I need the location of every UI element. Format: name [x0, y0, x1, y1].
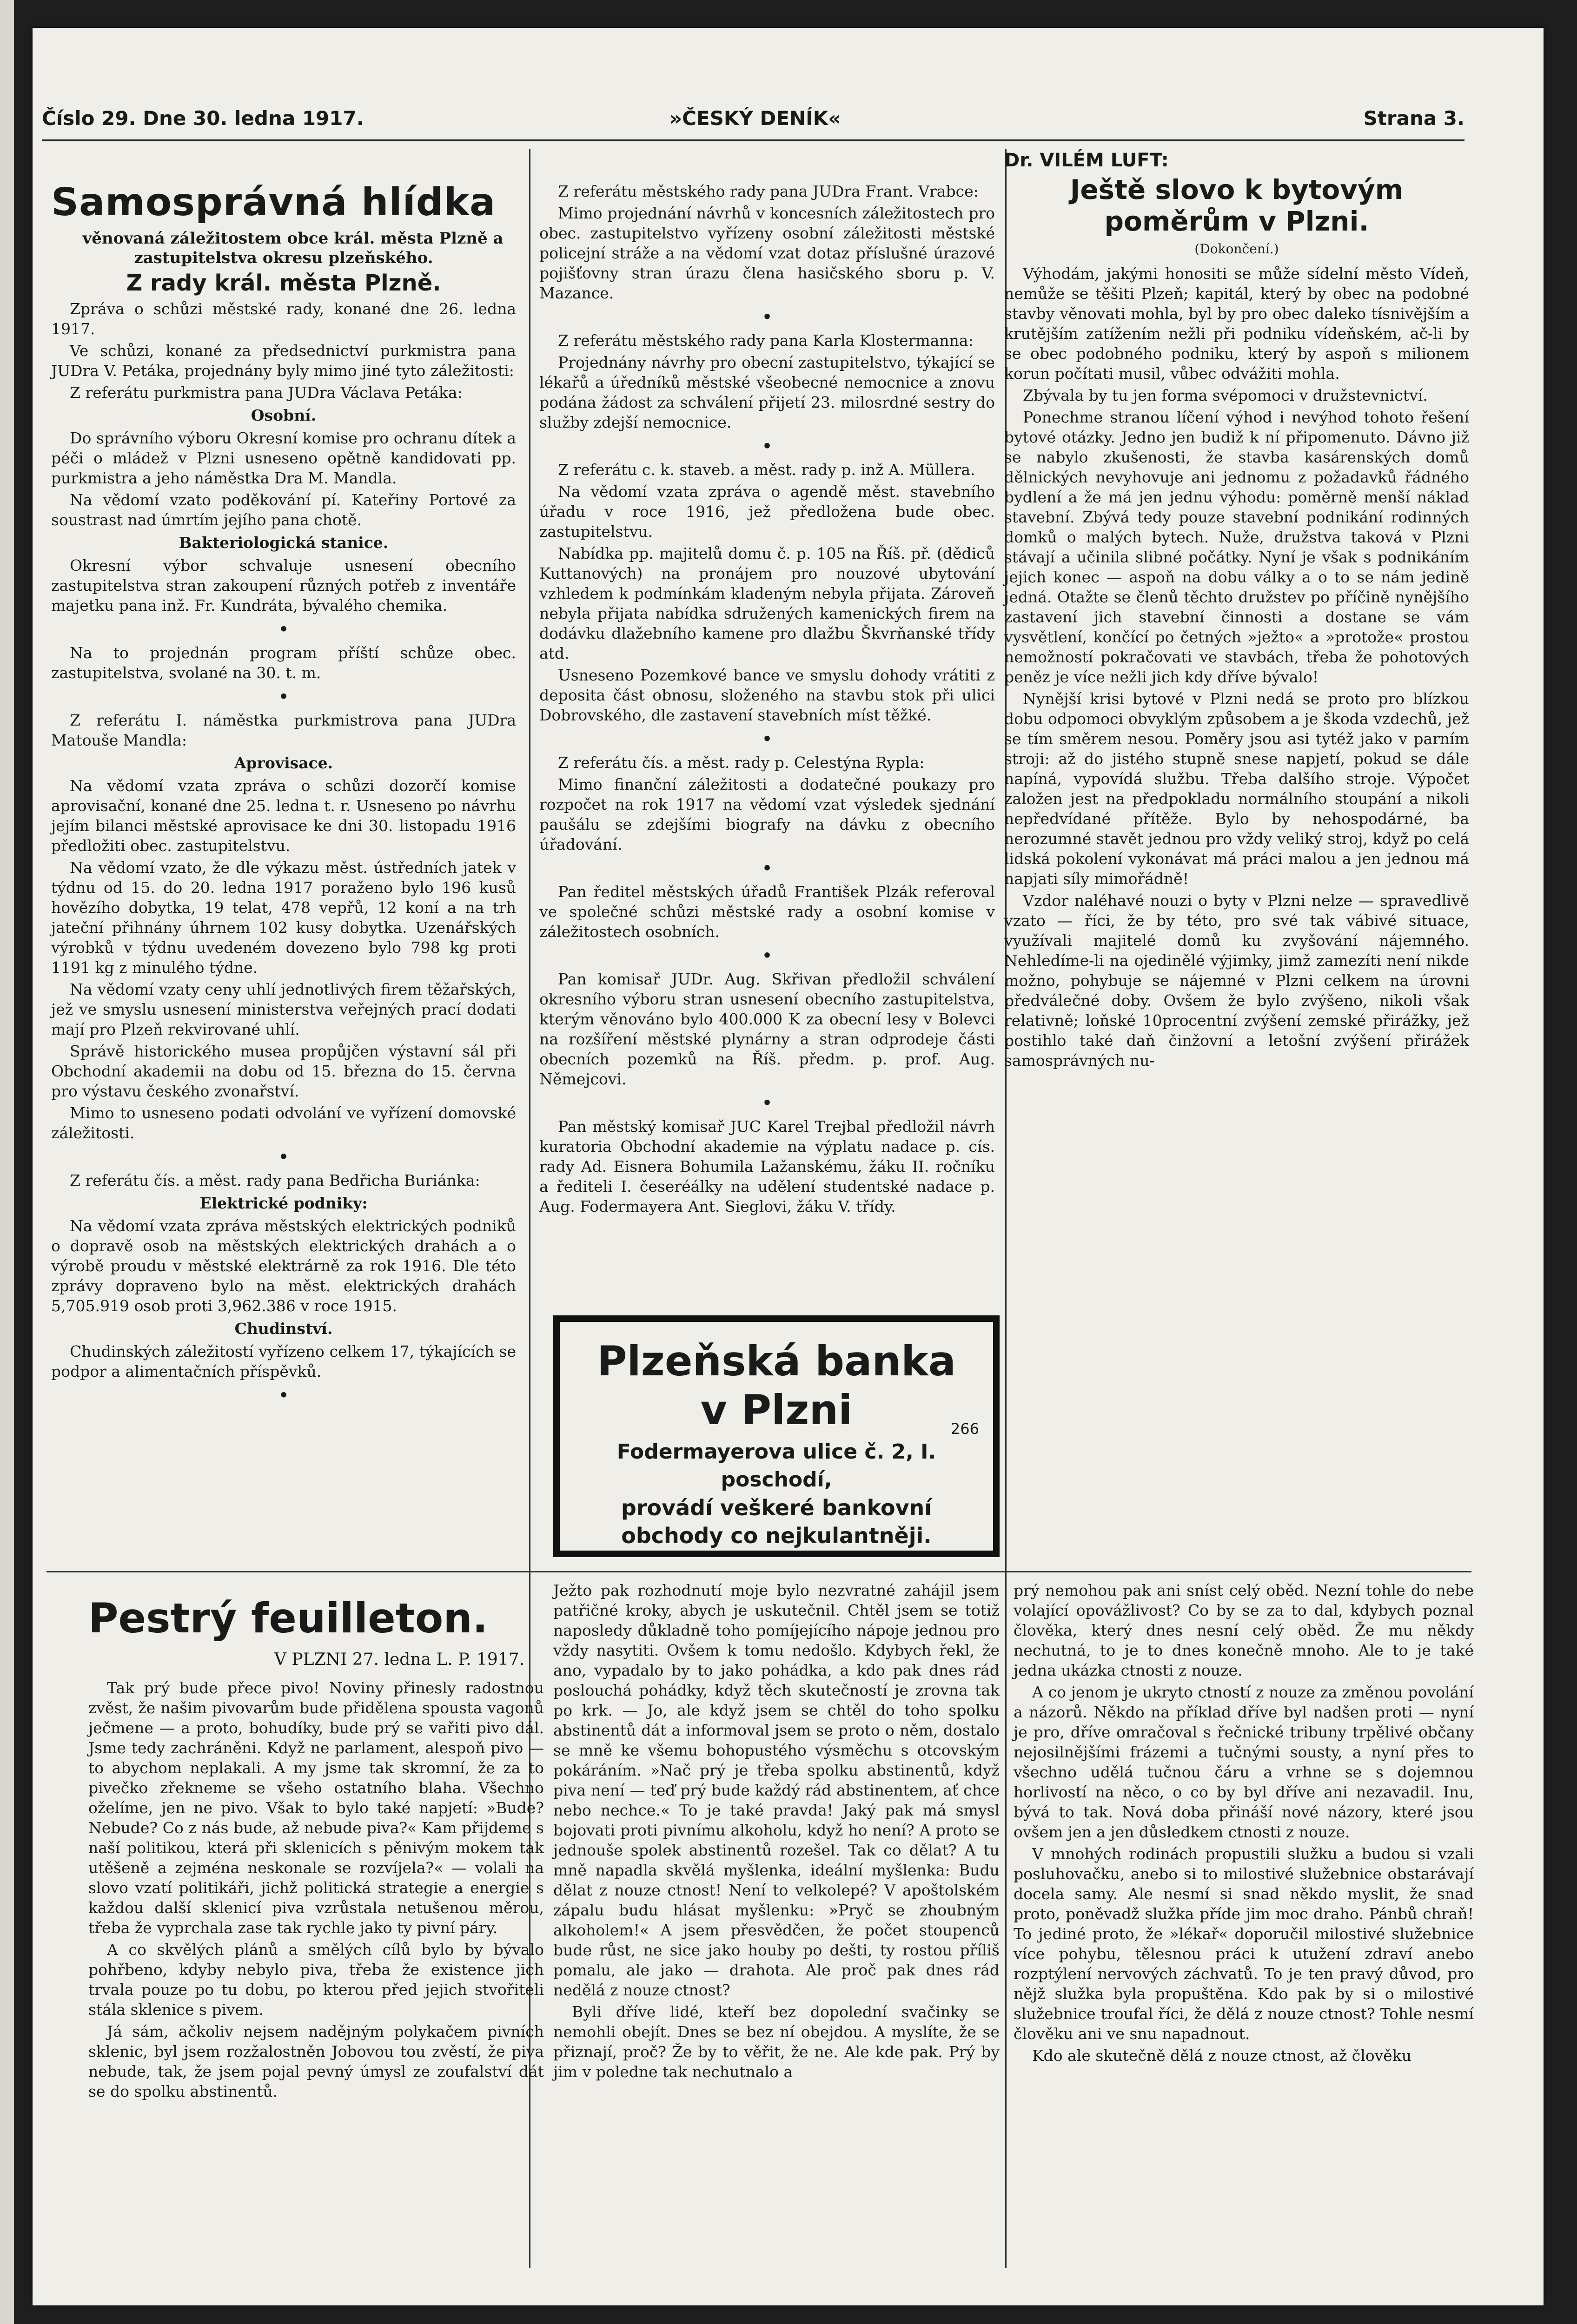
newspaper-page — [33, 28, 1544, 2305]
paragraph: Mimo to usneseno podati odvolání ve vyřízení domovské záležitosti. — [51, 1104, 516, 1142]
section-divider-mid — [530, 1571, 1005, 1572]
ad-number: 266 — [950, 1420, 979, 1438]
article-author: Dr. VILÉM LUFT: — [1004, 150, 1169, 171]
column-referaty — [539, 181, 995, 1218]
separator-mark: • — [762, 730, 772, 748]
feuilleton-column-3 — [1014, 1580, 1474, 2067]
subheading: Bakteriologická stanice. — [179, 534, 389, 552]
paragraph: Vzdor naléhavé nouzi o byty v Plzni nelze — spravedlivě vzato — říci, že by této, pro své tak vábivé situace, využívali majitelé domů ku zvyšování nájemného. Nehledíme-li na ojedinělé výjimky, jimž zamezíti není nikde možno, pohybuje se nájemné v Plzni celkem na úrovni předválečné doby. Ovšem že bylo zvýšeno, nikoli však relativně; loňské 10procentní zvýšení zemské přirážky, jež postihlo také daň činžovní a letošní zvýšení přirážek samosprávných nu- — [1004, 891, 1469, 1070]
paragraph: Z referátu čís. a měst. rady p. Celestýna Rypla: — [558, 753, 925, 772]
paragraph: Nynější krisi bytové v Plzni nedá se proto pro blízkou dobu odpomoci obvyklým způsobem a je škoda vzdechů, jež se tím směrem nesou. Poměry jsou asi tytéž jako v parním stroji: až do jistého stupně snese napjetí, pokud se dále napíná, vypovídá službu. Třeba dalšího stroje. Výpočet založen jest na předpokladu normálního stoupání a nikoli nepředvídané přítěže. Bylo by nehospodárné, ba nerozumné stavět jednou pro vždy veliký stroj, když po celá lidská pokolení vykonávat má práci malou a jen jednou má napjati síly mimořádně! — [1004, 690, 1469, 888]
paragraph: V mnohých rodinách propustili služku a budou si vzali posluhovačku, anebo si to milostivé služebnice obstarávají docela samy. Ale nesmí si snad někdo myslit, že snad proto, poněvadž služka příde jim moc draho. Pánbů chraň! To jediné proto, že »lékař« doporučil milostivé služebnice více pohybu, tělesnou práci k utužení zdraví anebo rozptýlení nervových záchvatů. To je ten pravý důvod, pro nějž služka byla propuštěna. Kdo pak by si o milostivé služebnice troufal říci, že dělá z nouze ctnost? Tohle nesmí člověku ani ve snu napadnout. — [1014, 1845, 1474, 2043]
paragraph: Mimo projednání návrhů v koncesních záležitostech pro obec. zastupitelstvo vyřízeny osobní záležitosti městské policejní stráže a na vědomí vzat dotaz příslušné úrazové pojišťovny stran úrazu člena hasičského sboru p. V. Mazance. — [539, 204, 995, 302]
subheading: Chudinství. — [234, 1320, 333, 1338]
feuilleton-title: Pestrý feuilleton. — [88, 1594, 488, 1642]
paragraph: Výhodám, jakými honositi se může sídelní město Vídeň, nemůže se těšiti Plzeň; kapitál, který by obec na podobné stavby věnovati mohla, byl by pro obec daleko tísnivějším a krutějším zatížením nežli při podniku vídeňském, ač-li by se obec podobného podniku, který by aspoň s milionem korun počítati musil, vůbec odvážiti mohla. — [1004, 264, 1469, 383]
ad-city-text: v Plzni — [700, 1386, 853, 1434]
separator-mark: • — [762, 1094, 772, 1112]
paragraph: Z referátu čís. a měst. rady pana Bedřicha Buriánka: — [70, 1171, 480, 1189]
paragraph: Pan městský komisař JUC Karel Trejbal předložil návrh kuratoria Obchodní akademie na výplatu nadace p. cís. rady Ad. Eisnera Bohumila Lažanskému, žáku II. ročníku a řediteli I. česeréálky na udělení studentské nadace p. Aug. Fodermayera Ant. Sieglovi, žáku V. třídy. — [539, 1117, 995, 1215]
paragraph: Byli dříve lidé, kteří bez dopolední svačinky se nemohli obejít. Dnes se bez ní obejdou. A myslíte, že se přiznají, proč? Že by to věřit, že ne. Ale kde pak. Prý by jim v poledne tak nechutnalo a — [553, 2003, 1000, 2081]
paragraph: Projednány návrhy pro obecní zastupitelstvo, týkající se lékařů a úředníků městské všeobecné nemocnice a znovu podána žádost za schválení přijetí 23. milosrdné sestry do služby zdejší nemocnice. — [539, 353, 995, 431]
paragraph: Na vědomí vzaty ceny uhlí jednotlivých firem těžařských, jež ve smyslu usnesení ministerstva veřejných prací dodati mají pro Plzeň rekvirované uhlí. — [51, 980, 516, 1038]
separator-mark: • — [762, 437, 772, 455]
newspaper-name: »ČESKÝ DENÍK« — [669, 107, 841, 130]
paragraph: Do správního výboru Okresní komise pro ochranu dítek a péči o mládež v Plzni usneseno opětně kandidovati pp. purkmistra a jeho náměstka Dra M. Mandla. — [51, 429, 516, 487]
paragraph: Na vědomí vzato, že dle výkazu měst. ústředních jatek v týdnu od 15. do 20. ledna 1917 poraženo bylo 196 kusů hovězího dobytka, 19 telat, 478 vepřů, 12 koní a na trh jateční přihnány úhrnem 102 kusy dobytka. Uzenářských výrobků v týdnu uvedeném dovezeno bylo 798 kg proti 1191 kg z minulého týdne. — [51, 858, 516, 977]
paragraph: Zbývala by tu jen forma svépomoci v družstevnictví. — [1023, 386, 1428, 404]
ad-slogan-2: obchody co nejkulantněji. — [621, 1523, 932, 1548]
separator-mark: • — [278, 1148, 289, 1166]
paragraph: Okresní výbor schvaluje usnesení obecního zastupitelstva stran zakoupení různých potřeb z inventáře majetku pana inž. Fr. Kundráta, bývalého chemika. — [51, 556, 516, 614]
paragraph: Ve schůzi, konané za předsednictví purkmistra pana JUDra V. Petáka, projednány byly mimo jiné tyto záležitosti: — [51, 342, 516, 380]
paragraph: Nabídka pp. majitelů domu č. p. 105 na Říš. př. (dědiců Kuttanových) na pronájem pro nouzové ubytování vzhledem k podmínkám kladeným nebyla přijata. Zároveň nebyla přijata nabídka sdružených kamenických firem na dodávku dlažebního kamene pro dlažbu Škvrňanské třídy atd. — [539, 544, 995, 662]
paragraph: Z referátu městského rady pana Karla Klostermanna: — [558, 331, 974, 350]
feuilleton-dateline: V PLZNI 27. ledna L. P. 1917. — [274, 1650, 525, 1669]
paragraph: Na vědomí vzata zpráva o schůzi dozorčí komise aprovisační, konané dne 25. ledna t. r. Usneseno po návrhu jejím bilanci městské aprovisace ke dni 30. listopadu 1916 předložiti obec. zastupitelstvu. — [51, 777, 516, 855]
section-divider-right — [1007, 1571, 1471, 1572]
paragraph: Ježto pak rozhodnutí moje bylo nezvratné zahájil jsem patřičné kroky, abych je uskutečnil. Chtěl jsem se totiž naposledy důkladně toho pomíjejícího nápoje jednou pro vždy nasytiti. Ovšem k tomu nedošlo. Kdybych řekl, že ano, vypadalo by to jako pohádka, a kdo pak dnes rád poslouchá pohádky, když těch skutečností je zrovna tak po krk. — Jo, ale když jsem se chtěl do toho spolku abstinentů dát a informoval jsem se proto o něm, dostalo se mně ke všemu bohopustého výsměchu s otcovským pokáráním. »Nač prý je třeba spolku abstinentů, když piva není — teď prý bude každý rád abstinentem, ať chce nebo nechce.« To je také pravda! Jaký pak má smysl bojovati proti pivnímu alkoholu, když ho není? A proto se jednouše spolek abstinentů rozešel. Tak co dělat? A tu mně napadla skvělá myšlenka, ideální myšlenka: Budu dělat z nouze ctnost! Není to velkolepé? V apoštolském zápalu budu hlásat myšlenku: »Pryč se zhoubným alkoholem!« A jsem přesvědčen, že počet stoupenců bude růst, ne sice jako houby po dešti, ty rostou příliš pomalu, ale jako — drahota. Ale proč pak dnes rád nedělá z nouze ctnost? — [553, 1581, 1000, 1999]
paragraph: Správě historického musea propůjčen výstavní sál při Obchodní akademii na dobu od 15. března do 15. června pro výstavu českého zvonařství. — [51, 1042, 516, 1100]
subheading: Osobní. — [251, 406, 317, 424]
scan-edge — [0, 0, 14, 2324]
column-samospravna — [51, 181, 516, 1409]
bank-advertisement — [553, 1315, 1000, 1557]
separator-mark: • — [762, 859, 772, 877]
paragraph: Pan komisař JUDr. Aug. Skřivan předložil schválení okresního výboru stran usnesení obecního zastupitelstva, kterým věnováno bylo 400.000 K za obecní lesy v Bolevci na rozšíření městské plynárny a stran odprodeje části obecních pozemků na Říš. předm. p. prof. Aug. Němejcovi. — [539, 970, 995, 1088]
feuilleton-column-1 — [88, 1678, 544, 2103]
section-title: Samosprávná hlídka — [51, 180, 496, 224]
paragraph: Tak prý bude přece pivo! Noviny přinesly radostnou zvěst, že našim pivovarům bude přidělena spousta vagonů ječmene — a proto, bohudíky, bude prý se vařiti pivo dál. Jsme tedy zachráněni. Když ne parlament, alespoň pivo — to abychom neplakali. A my jsme tak skromní, že za to pivečko zřekneme se všeho ostatního blaha. Všechno oželíme, jen ne pivo. Však to bylo také napjetí: »Bude? Nebude? Co z nás bude, až nebude piva?« Kam přijdeme s naší politikou, která při sklenicích s pěnivým mokem tak utěšeně a zejména neskonale se rozvíjela?« — volali na slovo vzatí politikáři, jichž politická strategie a energie s každou další sklenicí piva vzrůstala netušenou měrou, třeba že vyprchala zase tak rychle jako ty pivní páry. — [88, 1679, 544, 1937]
paragraph: Na vědomí vzata zpráva městských elektrických podniků o dopravě osob na městských elektrických drahách a o výrobě proudu v městské elektrárně za rok 1916. Dle této zprávy dopraveno bylo na měst. elektrických drahách 5,705.919 osob proti 3,962.386 v roce 1915. — [51, 1217, 516, 1315]
ad-city — [560, 1386, 993, 1438]
ad-address: Fodermayerova ulice č. 2, I. poschodí, — [616, 1440, 936, 1492]
section-divider-left — [46, 1571, 530, 1572]
separator-mark: • — [278, 620, 289, 638]
separator-mark: • — [762, 308, 772, 326]
paragraph: Na vědomí vzato poděkování pí. Kateřiny Portové za soustrast nad úmrtím jejího pana chotě. — [51, 491, 516, 529]
paragraph: Z referátu městského rady pana JUDra Frant. Vrabce: — [558, 182, 979, 200]
continuation-note: (Dokončení.) — [1194, 241, 1279, 257]
paragraph: Pan ředitel městských úřadů František Plzák referoval ve společné schůzi městské rady a osobní komise v záležitostech osobních. — [539, 883, 995, 941]
paragraph: Chudinských záležitostí vyřízeno celkem 17, týkajících se podpor a alimentačních příspěvků. — [51, 1342, 516, 1380]
paragraph: Z referátu c. k. staveb. a měst. rady p. inž A. Müllera. — [558, 461, 975, 479]
paragraph: Mimo finanční záležitosti a dodatečné poukazy pro rozpočet na rok 1917 na vědomí vzat výsledek sjednání paušálu se zdejšími biografy na dávku z obecního úřadování. — [539, 775, 995, 853]
paragraph: A co jenom je ukryto ctností z nouze za změnou povolání a názorů. Někdo na příklad dříve byl nadšen proti — nyní je pro, dříve omračoval s řečnické tribuny trpělivé občany nejosilnějšími frázemi a tučnými sousty, a nyní přes to všechno udělá tučnou čáru a vrhne se s dojemnou horlivostí na něco, o co by byl dříve ani nezavadil. Inu, bývá to tak. Nová doba přináší nové názory, které jsou ovšem jen a jen důsledkem ctnosti z nouze. — [1014, 1683, 1474, 1841]
issue-date: Číslo 29. Dne 30. ledna 1917. — [42, 107, 364, 130]
page-header — [42, 107, 1464, 139]
subheading: Elektrické podniky: — [199, 1194, 368, 1212]
paragraph: Usneseno Pozemkové bance ve smyslu dohody vrátiti z deposita část obnosu, složeného na stavbu stok při ulici Dobrovského, dle zastavení stavebních míst těžké. — [539, 666, 995, 724]
separator-mark: • — [278, 1386, 289, 1404]
separator-mark: • — [278, 687, 289, 706]
column-bytove-pomery — [1004, 149, 1469, 1072]
article-title: Ještě slovo k bytovým poměrům v Plzni. — [1070, 174, 1404, 237]
header-rule — [42, 139, 1464, 141]
rada-heading: Z rady král. města Plzně. — [126, 270, 441, 296]
separator-mark: • — [762, 946, 772, 964]
ad-bank-name: Plzeňská banka — [596, 1337, 956, 1385]
paragraph: Z referátu I. náměstka purkmistrova pana JUDra Matouše Mandla: — [51, 711, 516, 749]
feuilleton-column-2 — [553, 1580, 1000, 2084]
ad-slogan-1: provádí veškeré bankovní — [621, 1495, 932, 1520]
paragraph: Zpráva o schůzi městské rady, konané dne 26. ledna 1917. — [51, 300, 516, 338]
paragraph: Ponechme stranou líčení výhod i nevýhod tohoto řešení bytové otázky. Jedno jen budiž k ní připomenuto. Dávno již se nabylo zkušenosti, že stavba kasárenských domů dělnických nevyhovuje ani jednomu z požadavků řádného bydlení a že má jen jednu výhodu: poměrně menší náklad stavební. Zbývá tedy pouze stavební podnikání rodinných domků o malých bytech. Nuže, družstva taková v Plzni stávají a učinila slibné počátky. Nyní je však s podnikáním jejich konec — aspoň na dobu války a o to se nám jedině jedná. Otažte se členů těchto družstev po příčině nynějšího zastavení jich stavební činnosti a dostane se vám vysvětlení, končící po četných »ježto« a »protože« prostou nemožností pokračovati ve stavbách, třeba že pohotových peněz je více nežli jich kdy dříve bývalo! — [1004, 408, 1469, 686]
paragraph: A co skvělých plánů a smělých cílů bylo by bývalo pohřbeno, kdyby nebylo piva, třeba že existence jich trvala pouze po tu dobu, po kterou před jejich stvořiteli stála sklenice s pivem. — [88, 1941, 544, 2019]
paragraph: Já sám, ačkoliv nejsem nadějným polykačem pivních sklenic, byl jsem rozžalostněn Jobovou tou zvěstí, že piva nebude, tak, že jsem pojal pevný úmysl ze zoufalství dát se do spolku abstinentů. — [88, 2022, 544, 2100]
paragraph: Na to projednán program příští schůze obec. zastupitelstva, svolané na 30. t. m. — [51, 644, 516, 682]
paragraph: Na vědomí vzata zpráva o agendě měst. stavebního úřadu v roce 1916, jež předložena bude obec. zastupitelstvu. — [539, 482, 995, 541]
paragraph: Z referátu purkmistra pana JUDra Václava Petáka: — [70, 383, 463, 402]
paragraph: Kdo ale skutečně dělá z nouze ctnost, až člověku — [1032, 2047, 1412, 2065]
paragraph: prý nemohou pak ani sníst celý oběd. Nezní tohle do nebe volající opovážlivost? Co by se za to dal, kdybych poznal člověka, který dnes nesní celý oběd. Že mu někdy nechutná, to je to dnes konečně mnoho. Ale to je také jedna ukázka ctnosti z nouze. — [1014, 1581, 1474, 1679]
page-number: Strana 3. — [1363, 107, 1464, 130]
subheading: Aprovisace. — [234, 754, 333, 772]
section-subtitle: věnovaná záležitostem obce král. města Plzně a zastupitelstva okresu plzeňského. — [82, 229, 504, 267]
